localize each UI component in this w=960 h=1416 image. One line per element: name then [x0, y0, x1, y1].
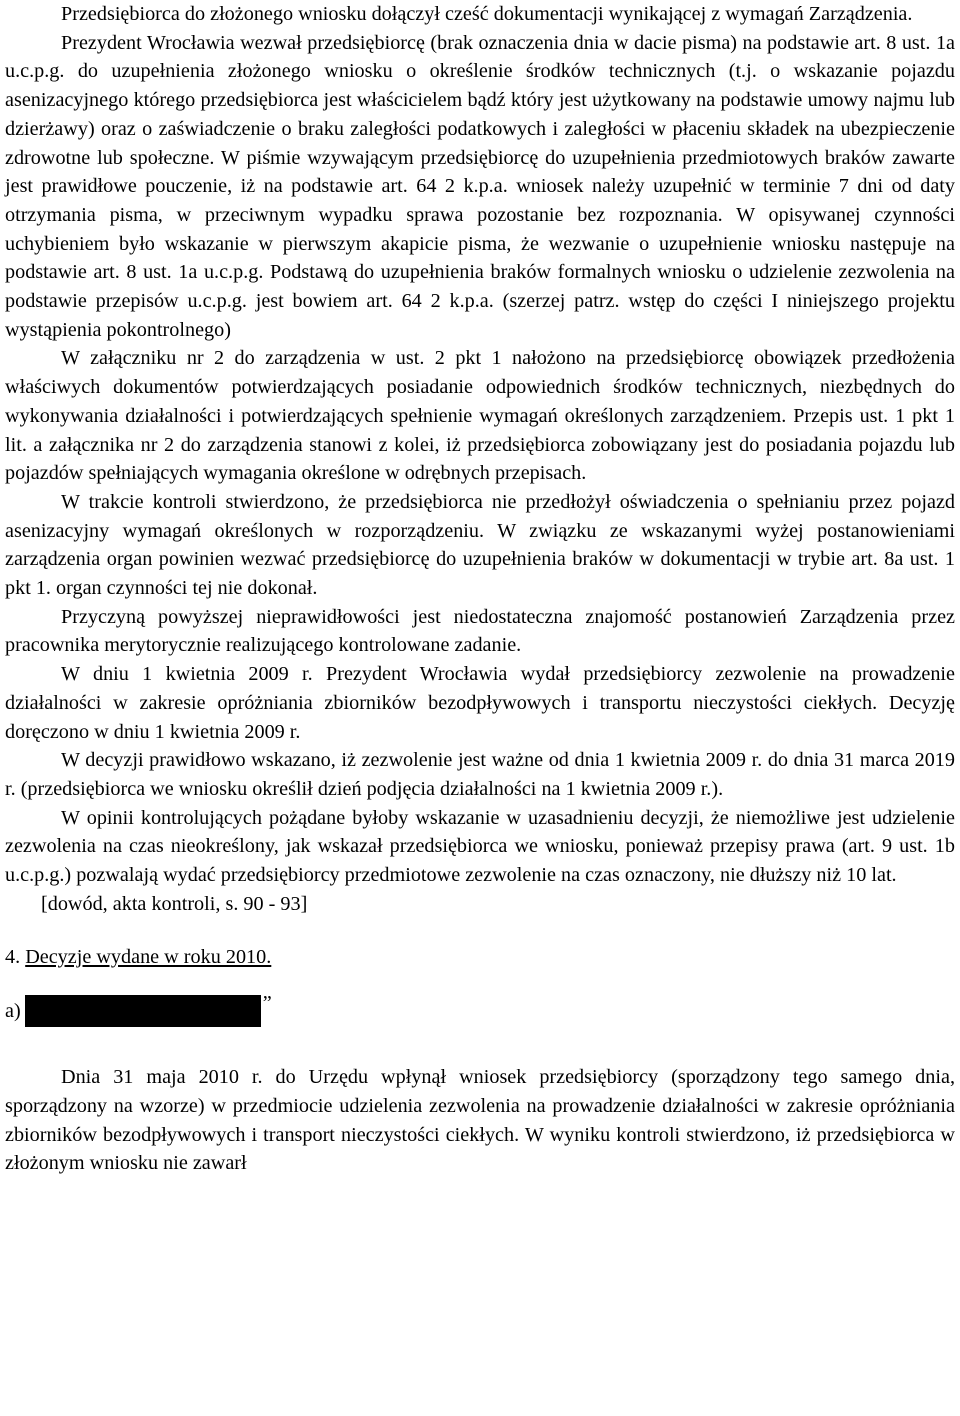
redaction-block [25, 995, 261, 1027]
spacer [5, 971, 955, 995]
paragraph-inspectors-opinion: W opinii kontrolujących pożądane byłoby wskazanie w uzasadnieniu decyzji, że niemożliwe jest udzielenie zezwolenia na czas nieokreślony, jak wskazał przedsiębiorca we wniosku, ponieważ przepisy prawa (art. 9 ust. 1b u.c.p.g.) pozwalają wydać przedsiębiorcy przedmiotowe zezwolenie na czas oznaczony, nie dłuższy niż 10 lat. [5, 806, 955, 887]
paragraph-summons: Prezydent Wrocławia wezwał przedsiębiorcę (brak oznaczenia dnia w dacie pisma) na podstawie art. 8 ust. 1a u.c.p.g. do uzupełnienia złożonego wniosku o określenie środków technicznych (t.j. o wskazanie pojazdu asenizacyjnego którego przedsiębiorca jest właścicielem bądź który jest użytkowany na podstawie umowy najmu lub dzierżawy) oraz o zaświadczenie o braku zaległości podatkowych i zaległości w płaceniu składek na ubezpieczenie zdrowotne lub społeczne. W piśmie wzywającym przedsiębiorcę do uzupełnienia przedmiotowych braków zawarte jest prawidłowe pouczenie, iż na podstawie art. 64 2 k.p.a. wniosek należy uzupełnić w terminie 7 dni od daty otrzymania pisma, w przeciwnym wypadku sprawa pozostanie bez rozpoznania. W opisywanej czynności uchybieniem było wskazanie w pierwszym akapicie pisma, że wezwanie o uzupełnienie wniosku następuje na podstawie art. 8 ust. 1a u.c.p.g. Podstawą do uzupełnienia braków formalnych wniosku o udzielenie zezwolenia na podstawie przepisów u.c.p.g. jest bowiem art. 64 2 k.p.a. (szerzej patrz. wstęp do części I niniejszego projektu wystąpienia pokontrolnego) [5, 31, 955, 341]
section-heading [5, 943, 955, 972]
spacer [5, 1027, 955, 1063]
paragraph-attached-documents: Przedsiębiorca do złożonego wniosku dołączył cześć dokumentacji wynikającej z wymagań Zarządzenia. [61, 3, 913, 25]
paragraph-cause: Przyczyną powyższej nieprawidłowości jest niedostateczna znajomość postanowień Zarządzenia przez pracownika merytorycznie realizującego kontrolowane zadanie. [5, 605, 955, 657]
paragraph-application-2010: Dnia 31 maja 2010 r. do Urzędu wpłynął wniosek przedsiębiorcy (sporządzony tego samego dnia, sporządzony na wzorze) w przedmiocie udzielenia zezwolenia na prowadzenie działalności w zakresie opróżniania zbiorników bezodpływowych i transport nieczystości ciekłych. W wyniku kontroli stwierdzono, iż przedsiębiorca w złożonym wniosku nie zawarł [5, 1066, 955, 1175]
paragraph-permit-validity: W decyzji prawidłowo wskazano, iż zezwolenie jest ważne od dnia 1 kwietnia 2009 r. do dnia 31 marca 2019 r. (przedsiębiorca we wniosku określił dzień podjęcia działalności na 1 kwietnia 2009 r.). [5, 749, 955, 800]
paragraph-annex-requirements: W załączniku nr 2 do zarządzenia w ust. 2 pkt 1 nałożono na przedsiębiorcę obowiązek przedłożenia właściwych dokumentów potwierdzających posiadanie odpowiednich środków technicznych, niezbędnych do wykonywania działalności i potwierdzających spełnienie wymagań określonych zarządzeniem. Przepis ust. 1 pkt 1 lit. a załącznika nr 2 do zarządzenia stanowi z kolei, iż przedsiębiorca zobowiązany jest do posiadania pojazdu lub pojazdów spełniających wymagania określone w odrębnych przepisach. [5, 347, 955, 485]
closing-quote: ” [262, 991, 272, 1014]
item-a-label: a) [5, 999, 21, 1022]
paragraph-inspection-finding: W trakcie kontroli stwierdzono, że przedsiębiorca nie przedłożył oświadczenia o spełnianiu przez pojazd asenizacyjny wymagań określonych w rozporządzeniu. W związku ze wskazanymi wyżej postanowieniami zarządzenia organ powinien wezwać przedsiębiorcę do uzupełnienia braków w dokumentacji w trybie art. 8a ust. 1 pkt 1. organ czynności tej nie dokonał. [5, 490, 955, 600]
document-page [5, 0, 955, 1178]
section-title: Decyzje wydane w roku 2010. [25, 945, 272, 968]
item-a-row [5, 991, 955, 1027]
evidence-reference: [dowód, akta kontroli, s. 90 - 93] [41, 892, 308, 915]
paragraph-permit-issued: W dniu 1 kwietnia 2009 r. Prezydent Wrocławia wydał przedsiębiorcy zezwolenie na prowadzenie działalności w zakresie opróżniania zbiorników bezodpływowych i transportu nieczystości ciekłych. Decyzję doręczono w dniu 1 kwietnia 2009 r. [5, 663, 955, 743]
section-number: 4. [5, 945, 21, 968]
spacer [5, 919, 955, 943]
